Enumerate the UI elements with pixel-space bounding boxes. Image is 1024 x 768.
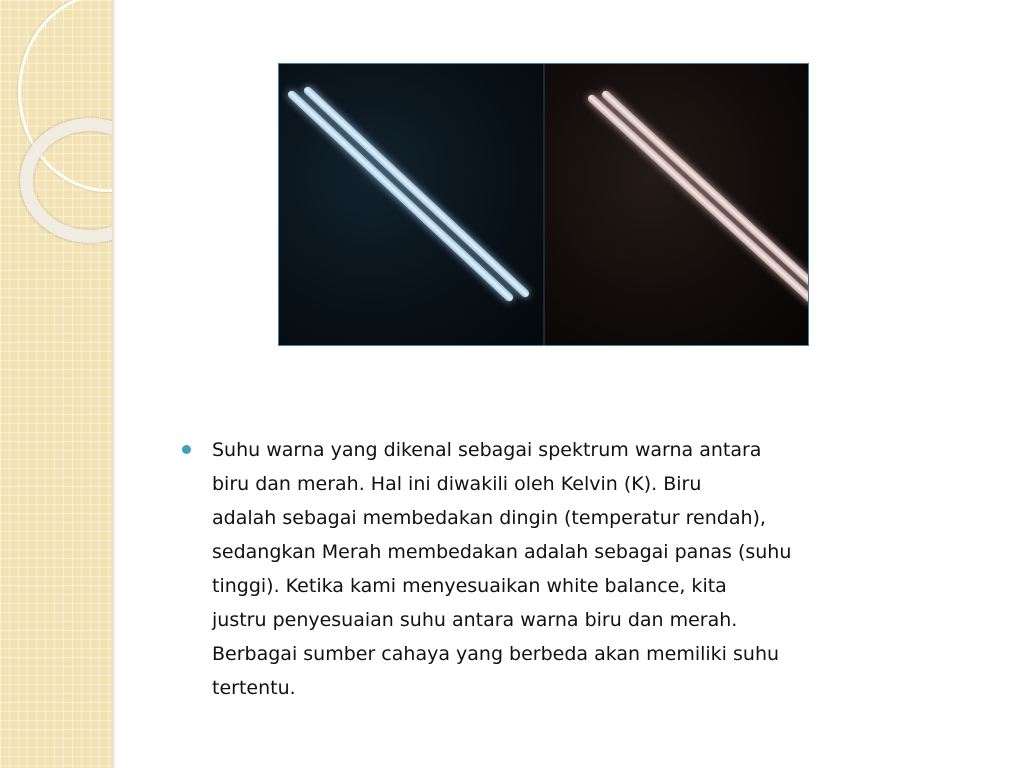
- cool-light-photo: [279, 64, 545, 345]
- bullet-item: [180, 433, 900, 705]
- bullet-text-line: Berbagai sumber cahaya yang berbeda akan memiliki suhu: [212, 643, 780, 665]
- bullet-text-line: biru dan merah. Hal ini diwakili oleh Kelvin (K). Biru: [212, 473, 702, 495]
- fluorescent-tube: [286, 89, 515, 303]
- bullet-text-line: justru penyesuaian suhu antara warna biru dan merah.: [212, 609, 738, 631]
- bullet-dot-icon: [182, 445, 191, 454]
- bullet-text-line: adalah sebagai membedakan dingin (temperatur rendah),: [212, 507, 766, 529]
- fluorescent-tube: [302, 85, 531, 299]
- bullet-text-line: tertentu.: [212, 677, 296, 699]
- warm-light-photo: [545, 64, 809, 345]
- bullet-text-line: Suhu warna yang dikenal sebagai spektrum warna antara: [212, 439, 762, 461]
- side-panel-shadow: [112, 0, 116, 768]
- white-balance-comparison-photo: [278, 63, 809, 346]
- fluorescent-tube: [586, 93, 808, 306]
- bullet-list: [180, 433, 900, 705]
- decorative-side-panel: [0, 0, 112, 768]
- bullet-text-line: sedangkan Merah membedakan adalah sebagai panas (suhu: [212, 541, 792, 563]
- bullet-text-line: tinggi). Ketika kami menyesuaikan white balance, kita: [212, 575, 727, 597]
